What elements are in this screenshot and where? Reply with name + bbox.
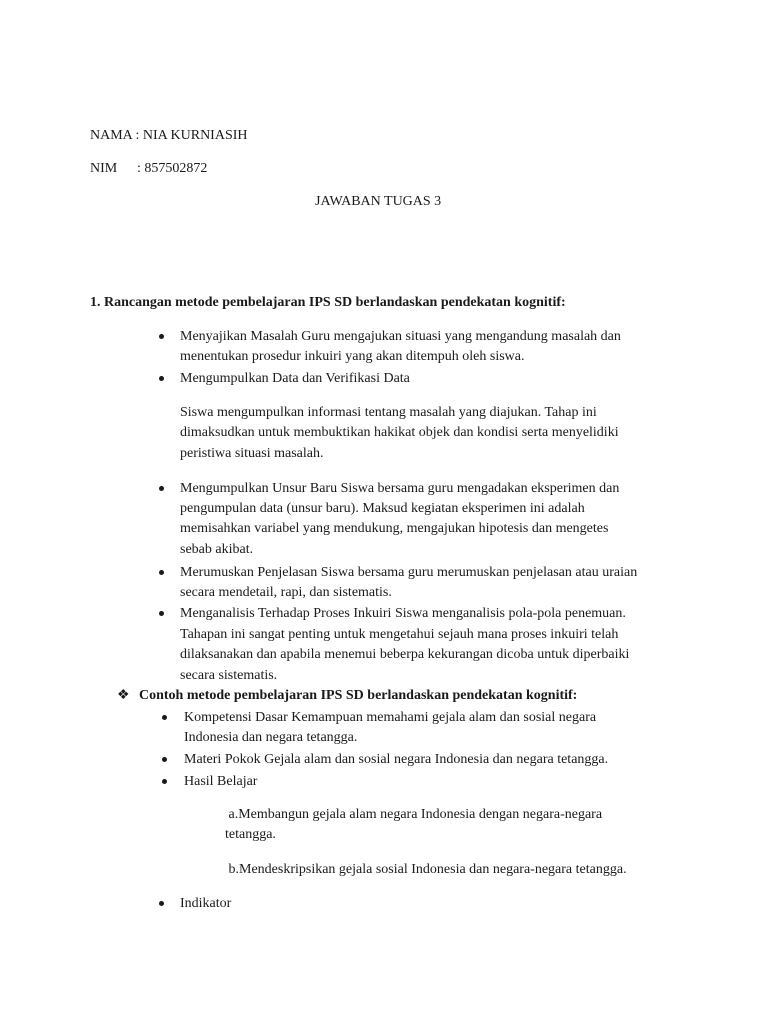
- list-item-line: Mengumpulkan Unsur Baru Siswa bersama guru mengadakan eksperimen dan: [180, 481, 620, 496]
- list-item-line: sebab akibat.: [180, 542, 254, 557]
- list-item-line: secara sistematis.: [180, 668, 278, 683]
- diamond-bullet-icon: ❖: [117, 688, 130, 703]
- paragraph-line: Siswa mengumpulkan informasi tentang masalah yang diajukan. Tahap ini: [180, 405, 597, 420]
- list-item-line: secara mendetail, rapi, dan sistematis.: [180, 585, 392, 600]
- list-item-line: Merumuskan Penjelasan Siswa bersama guru merumuskan penjelasan atau uraian: [180, 565, 638, 580]
- bullet-dot: [162, 757, 167, 762]
- bullet-dot: [159, 901, 164, 906]
- list-item-line: Indonesia dan negara tetangga.: [184, 730, 358, 745]
- bullet-dot: [159, 376, 164, 381]
- bullet-dot: [159, 570, 164, 575]
- section2-heading: Contoh metode pembelajaran IPS SD berlandaskan pendekatan kognitif:: [139, 688, 578, 703]
- list-item-line: dilaksanakan dan apabila menemui beberpa kekurangan dicoba untuk diperbaiki: [180, 647, 630, 662]
- bullet-dot: [159, 611, 164, 616]
- sub-item-line: a.Membangun gejala alam negara Indonesia dengan negara-negara: [225, 807, 603, 822]
- list-item-line: pengumpulan data (unsur baru). Maksud kegiatan eksperimen ini adalah: [180, 501, 585, 516]
- list-item-line: Menganalisis Terhadap Proses Inkuiri Siswa menganalisis pola-pola penemuan.: [180, 606, 626, 621]
- list-item-line: Kompetensi Dasar Kemampuan memahami gejala alam dan sosial negara: [184, 710, 597, 725]
- bullet-dot: [159, 486, 164, 491]
- document-title: JAWABAN TUGAS 3: [315, 194, 442, 209]
- bullet-dot: [159, 334, 164, 339]
- section1-heading: 1. Rancangan metode pembelajaran IPS SD berlandaskan pendekatan kognitif:: [90, 295, 566, 310]
- list-item-line: Indikator: [180, 896, 232, 911]
- nim-label: NIM: [90, 161, 118, 176]
- sub-item-line: b.Mendeskripsikan gejala sosial Indonesia dan negara-negara tetangga.: [225, 862, 627, 877]
- bullet-dot: [162, 779, 167, 784]
- nim-value: : 857502872: [137, 161, 208, 176]
- list-item-line: memisahkan variabel yang mendukung, mengajukan hipotesis dan mengetes: [180, 521, 609, 536]
- list-item-line: Materi Pokok Gejala alam dan sosial negara Indonesia dan negara tetangga.: [184, 752, 609, 767]
- list-item-line: Hasil Belajar: [184, 774, 258, 789]
- paragraph-line: dimaksudkan untuk membuktikan hakikat objek dan kondisi serta menyelidiki: [180, 425, 619, 440]
- list-item-line: Menyajikan Masalah Guru mengajukan situasi yang mengandung masalah dan: [180, 329, 621, 344]
- student-name: NAMA : NIA KURNIASIH: [90, 128, 248, 143]
- sub-item-line: tetangga.: [225, 827, 276, 842]
- list-item-line: menentukan prosedur inkuiri yang akan ditempuh oleh siswa.: [180, 349, 525, 364]
- list-item-line: Tahapan ini sangat penting untuk mengetahui sejauh mana proses inkuiri telah: [180, 627, 619, 642]
- paragraph-line: peristiwa situasi masalah.: [180, 446, 324, 461]
- list-item-line: Mengumpulkan Data dan Verifikasi Data: [180, 371, 410, 386]
- bullet-dot: [162, 715, 167, 720]
